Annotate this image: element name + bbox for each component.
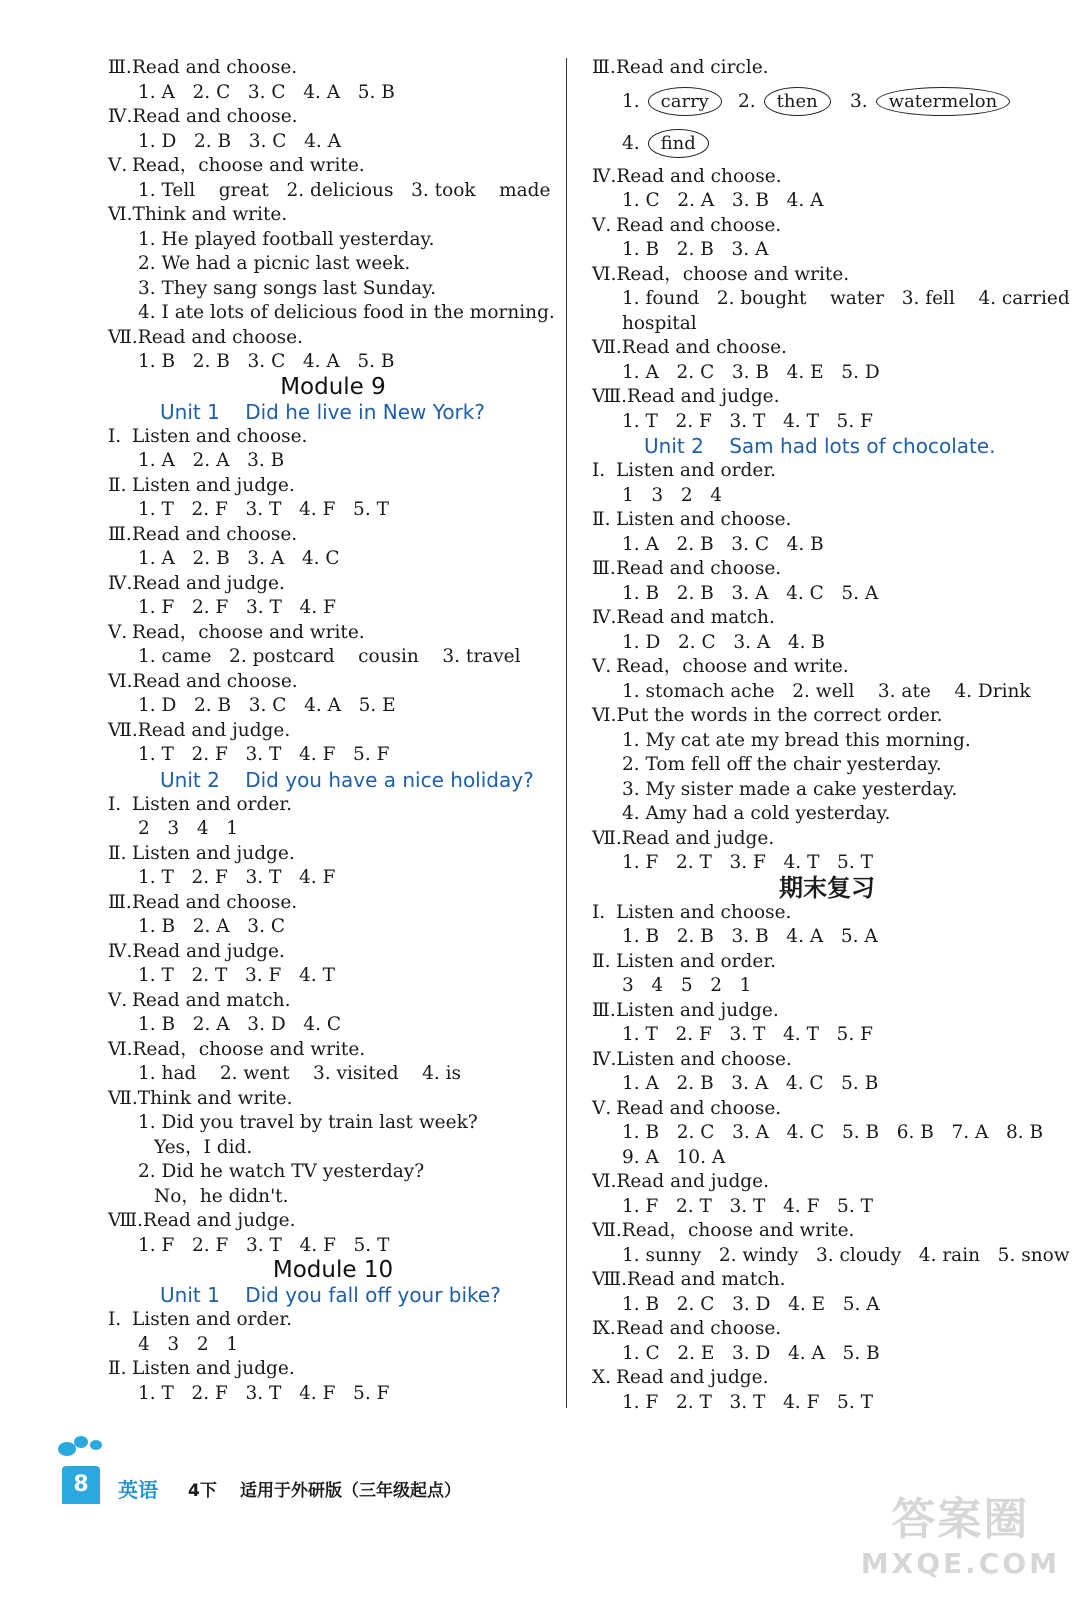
section-heading	[592, 827, 1062, 852]
section-instruction: Read and judge.	[132, 572, 285, 594]
circled-word: then	[764, 87, 831, 116]
answer-line: 4. I ate lots of delicious food in the morning.	[138, 302, 555, 323]
section-heading	[108, 572, 558, 597]
section-heading	[592, 704, 1062, 729]
section-instruction: Read，choose and write.	[132, 621, 365, 643]
section-numeral: Ⅳ.	[108, 106, 133, 127]
circled-answer	[850, 87, 1010, 116]
right-column	[592, 56, 1070, 1415]
answer-line: 1. A 2. B 3. A 4. C 5. B	[622, 1073, 879, 1094]
section-heading	[592, 214, 1062, 239]
section-heading	[592, 263, 1062, 288]
section-numeral: Ⅱ.	[108, 474, 127, 496]
circled-answer	[622, 129, 709, 158]
section-heading	[592, 655, 1062, 680]
section-instruction: Read and choose.	[132, 106, 298, 127]
section-heading	[592, 901, 1062, 926]
section-numeral: Ⅵ.	[108, 1038, 133, 1060]
section-heading	[108, 719, 558, 744]
answer-line: 1. came 2. postcard cousin 3. travel	[138, 646, 521, 667]
section-instruction: Listen and order.	[616, 460, 777, 481]
section-heading	[108, 1308, 558, 1333]
section-numeral: Ⅷ.	[108, 1210, 144, 1231]
circled-answer	[738, 87, 831, 116]
column-divider	[566, 58, 567, 1408]
circled-word: carry	[648, 87, 722, 116]
section-heading	[592, 1170, 1062, 1195]
answer-line: 2. Tom fell off the chair yesterday.	[622, 754, 942, 775]
section-instruction: Read and choose.	[616, 1097, 782, 1119]
answer-number: 2.	[738, 90, 756, 112]
section-instruction: Listen and choose.	[616, 509, 792, 530]
answer-line: 1. B 2. C 3. D 4. E 5. A	[622, 1293, 880, 1315]
unit-title: Unit 1 Did you fall off your bike?	[160, 1283, 501, 1307]
subject-label: 英语	[118, 1478, 158, 1502]
answer-line: 4. Amy had a cold yesterday.	[622, 803, 891, 824]
answer-line: 1. F 2. T 3. T 4. F 5. T	[622, 1391, 873, 1413]
answer-number: 3.	[850, 90, 868, 112]
section-instruction: Read and judge.	[137, 719, 291, 741]
section-heading	[108, 842, 558, 867]
section-instruction: Listen and order.	[132, 1309, 293, 1330]
section-numeral: Ⅷ.	[592, 386, 628, 407]
section-numeral: Ⅰ.	[108, 425, 122, 447]
section-instruction: Read and judge.	[627, 386, 780, 407]
section-heading	[592, 1097, 1062, 1122]
left-column	[108, 56, 558, 1406]
circled-word: watermelon	[876, 87, 1011, 116]
answer-line: 1. Tell great 2. delicious 3. took made	[138, 179, 551, 201]
answer-line: 1. F 2. T 3. F 4. T 5. T	[622, 852, 873, 873]
watermark-text: 答案圈	[891, 1494, 1030, 1545]
section-numeral: Ⅲ.	[592, 57, 616, 78]
section-heading	[592, 336, 1062, 361]
section-instruction: Read and choose.	[621, 337, 787, 358]
section-heading	[108, 1087, 558, 1112]
answer-line: 1. B 2. A 3. C	[138, 916, 285, 937]
section-heading	[592, 165, 1062, 190]
answer-line: 1. A 2. C 3. C 4. A 5. B	[138, 81, 395, 103]
section-instruction: Think and write.	[137, 1087, 293, 1109]
answer-line: 1. found 2. bought water 3. fell 4. carried	[622, 288, 1070, 309]
page-number: 8	[62, 1466, 100, 1504]
section-numeral: Ⅰ.	[108, 793, 122, 815]
watermark	[861, 1483, 1060, 1580]
section-numeral: Ⅴ.	[108, 155, 128, 176]
answer-line: 1. stomach ache 2. well 3. ate 4. Drink	[622, 680, 1031, 702]
section-heading	[108, 1357, 558, 1382]
answer-line: 1. T 2. T 3. F 4. T	[138, 965, 335, 986]
answer-line: 2. We had a picnic last week.	[138, 253, 411, 274]
section-heading	[108, 56, 558, 81]
edition-label: 适用于外研版（三年级起点）	[240, 1481, 461, 1501]
answer-number: 4.	[622, 132, 640, 154]
section-heading	[108, 989, 558, 1014]
section-instruction: Listen and order.	[616, 950, 777, 972]
answer-line: No，he didn't.	[154, 1185, 289, 1207]
section-heading	[108, 203, 558, 228]
section-instruction: Listen and choose.	[616, 901, 792, 923]
section-instruction: Read and match.	[616, 607, 775, 628]
section-heading	[592, 999, 1062, 1024]
section-instruction: Read and choose.	[132, 523, 298, 545]
answer-line: 1. D 2. C 3. A 4. B	[622, 631, 825, 653]
section-heading	[592, 1268, 1062, 1293]
section-numeral: Ⅱ.	[108, 842, 127, 864]
unit-title: Unit 2 Did you have a nice holiday?	[160, 767, 534, 792]
section-numeral: Ⅲ.	[108, 523, 132, 545]
section-numeral: Ⅴ.	[592, 1097, 612, 1119]
page-footer	[54, 1436, 554, 1506]
answer-line: 4 3 2 1	[138, 1333, 239, 1355]
section-heading	[108, 621, 558, 646]
answer-line: 1. F 2. F 3. T 4. F	[138, 597, 336, 618]
module-title: Module 9	[280, 373, 386, 400]
section-numeral: Ⅱ.	[108, 1358, 127, 1379]
section-numeral: Ⅴ.	[108, 621, 128, 643]
section-numeral: Ⅵ.	[108, 204, 133, 225]
section-numeral: Ⅲ.	[108, 57, 132, 78]
section-instruction: Think and write.	[132, 204, 288, 225]
section-heading	[592, 508, 1062, 533]
section-heading	[592, 56, 1062, 81]
section-heading	[108, 326, 558, 351]
section-instruction: Read and choose.	[132, 670, 298, 692]
section-heading	[592, 459, 1062, 484]
section-heading	[592, 1219, 1062, 1244]
answer-line: 1. A 2. B 3. A 4. C	[138, 548, 340, 569]
answer-line: 1 3 2 4	[622, 484, 723, 506]
answer-line: 1. B 2. B 3. B 4. A 5. A	[622, 926, 878, 947]
section-numeral: Ⅱ.	[592, 509, 611, 530]
answer-line: 1. C 2. A 3. B 4. A	[622, 190, 824, 211]
answer-line: 1. T 2. F 3. T 4. F 5. F	[138, 1382, 390, 1404]
section-numeral: Ⅲ.	[592, 999, 616, 1021]
section-heading	[108, 474, 558, 499]
section-heading	[592, 557, 1062, 582]
answer-line: Yes，I did.	[154, 1136, 253, 1158]
section-numeral: Ⅰ.	[592, 901, 606, 923]
section-instruction: Read and judge.	[616, 1367, 769, 1388]
answer-line: 1. A 2. A 3. B	[138, 450, 285, 471]
unit-title: Unit 2 Sam had lots of chocolate.	[644, 434, 996, 458]
section-instruction: Read and choose.	[616, 214, 782, 236]
answer-line: 1. T 2. F 3. T 4. F	[138, 867, 336, 888]
section-numeral: Ⅹ.	[592, 1367, 612, 1388]
answer-line: 1. Did you travel by train last week?	[138, 1112, 478, 1133]
section-heading	[108, 1209, 558, 1234]
section-numeral: Ⅳ.	[592, 165, 617, 187]
answer-line: 1. A 2. B 3. C 4. B	[622, 533, 824, 555]
section-numeral: Ⅶ.	[108, 719, 138, 741]
answer-line: 3 4 5 2 1	[622, 975, 752, 996]
section-instruction: Read and circle.	[616, 57, 769, 78]
section-heading	[108, 154, 558, 179]
section-heading	[592, 1317, 1062, 1342]
section-numeral: Ⅲ.	[108, 891, 132, 913]
answer-line: 1. T 2. F 3. T 4. F 5. F	[138, 744, 390, 765]
section-instruction: Read and judge.	[143, 1210, 296, 1231]
section-numeral: Ⅱ.	[592, 950, 611, 972]
answer-line: 3. They sang songs last Sunday.	[138, 277, 436, 299]
section-numeral: Ⅴ.	[108, 989, 128, 1011]
answer-line: 3. My sister made a cake yesterday.	[622, 778, 958, 800]
section-instruction: Read，choose and write.	[621, 1220, 855, 1241]
section-heading	[108, 940, 558, 965]
section-numeral: Ⅵ.	[592, 1171, 617, 1192]
section-instruction: Read and choose.	[616, 558, 782, 579]
leaf-icon	[90, 1440, 102, 1450]
section-heading	[592, 1366, 1062, 1391]
section-numeral: Ⅶ.	[108, 1087, 138, 1109]
section-numeral: Ⅷ.	[592, 1269, 628, 1290]
section-instruction: Read and match.	[132, 989, 291, 1011]
section-heading	[108, 1038, 558, 1063]
answer-line: 1. F 2. F 3. T 4. F 5. T	[138, 1234, 390, 1256]
section-instruction: Read and match.	[627, 1269, 786, 1290]
leaf-icon	[74, 1436, 88, 1448]
section-heading	[592, 1048, 1062, 1073]
answer-line: 2 3 4 1	[138, 818, 239, 839]
section-instruction: Read and judge.	[616, 1171, 769, 1192]
section-numeral: Ⅳ.	[592, 607, 617, 628]
section-instruction: Read and choose.	[132, 57, 298, 78]
section-numeral: Ⅶ.	[592, 1220, 622, 1241]
section-instruction: Read and choose.	[137, 326, 303, 348]
answer-line: 1. B 2. B 3. C 4. A 5. B	[138, 351, 395, 372]
grade-label: 4下	[188, 1481, 217, 1501]
section-numeral: Ⅰ.	[108, 1309, 122, 1330]
leaf-icon	[58, 1442, 76, 1456]
section-instruction: Read and judge.	[132, 940, 285, 962]
answer-line: 1. T 2. F 3. T 4. F 5. T	[138, 499, 389, 520]
section-heading	[108, 891, 558, 916]
section-numeral: Ⅰ.	[592, 460, 606, 481]
section-numeral: Ⅵ.	[592, 705, 617, 726]
section-numeral: Ⅳ.	[592, 1048, 617, 1070]
section-heading	[108, 670, 558, 695]
answer-line: 2. Did he watch TV yesterday?	[138, 1161, 425, 1182]
answer-line: 1. T 2. F 3. T 4. T 5. F	[622, 410, 873, 432]
section-instruction: Listen and choose.	[616, 1048, 792, 1070]
module-title: Module 10	[272, 1257, 394, 1283]
section-instruction: Put the words in the correct order.	[616, 705, 943, 726]
circled-word: find	[648, 129, 709, 158]
section-numeral: Ⅵ.	[108, 670, 133, 692]
section-instruction: Read and choose.	[132, 891, 298, 913]
answer-line: 1. B 2. C 3. A 4. C 5. B 6. B 7. A 8. B	[622, 1122, 1044, 1143]
unit-title: Unit 1 Did he live in New York?	[160, 399, 485, 424]
section-numeral: Ⅵ.	[592, 263, 617, 285]
answer-line: 9. A 10. A	[622, 1146, 726, 1168]
answer-line: 1. F 2. T 3. T 4. F 5. T	[622, 1195, 873, 1217]
section-heading	[108, 523, 558, 548]
section-numeral: Ⅶ.	[592, 827, 622, 849]
answer-line: 1. T 2. F 3. T 4. T 5. F	[622, 1024, 873, 1045]
section-instruction: Read，choose and write.	[616, 263, 850, 285]
section-heading	[108, 425, 558, 450]
section-instruction: Listen and judge.	[132, 842, 295, 864]
answer-line: 1. He played football yesterday.	[138, 228, 435, 250]
section-instruction: Listen and judge.	[132, 1358, 295, 1379]
section-instruction: Read，choose and write.	[616, 656, 849, 677]
section-heading	[592, 385, 1062, 410]
section-numeral: Ⅶ.	[592, 337, 622, 358]
circled-answers-row	[592, 123, 1062, 165]
answer-line: hospital	[622, 312, 697, 334]
section-numeral: Ⅸ.	[592, 1318, 616, 1339]
section-numeral: Ⅳ.	[108, 940, 133, 962]
section-instruction: Listen and choose.	[132, 425, 308, 447]
answer-line: 1. D 2. B 3. C 4. A	[138, 130, 341, 152]
section-numeral: Ⅴ.	[592, 656, 612, 677]
section-instruction: Read and choose.	[616, 165, 782, 187]
section-heading	[108, 105, 558, 130]
answer-number: 1.	[622, 90, 640, 112]
answer-line: 1. C 2. E 3. D 4. A 5. B	[622, 1342, 880, 1364]
circled-answer	[622, 87, 722, 116]
section-heading	[592, 606, 1062, 631]
review-title: 期末复习	[779, 873, 875, 902]
section-numeral: Ⅲ.	[592, 558, 616, 579]
section-instruction: Listen and judge.	[616, 999, 779, 1021]
answer-line: 1. A 2. C 3. B 4. E 5. D	[622, 361, 880, 383]
answer-line: 1. had 2. went 3. visited 4. is	[138, 1063, 462, 1084]
circled-answers-row	[592, 81, 1062, 123]
answer-line: 1. My cat ate my bread this morning.	[622, 729, 971, 751]
watermark-url: MXQE.COM	[860, 1547, 1060, 1580]
section-instruction: Read，choose and write.	[132, 1038, 366, 1060]
section-numeral: Ⅳ.	[108, 572, 133, 594]
section-heading	[592, 950, 1062, 975]
section-instruction: Listen and judge.	[132, 474, 295, 496]
answer-line: 1. B 2. A 3. D 4. C	[138, 1014, 341, 1035]
answer-line: 1. B 2. B 3. A	[622, 239, 769, 260]
section-instruction: Read and choose.	[616, 1318, 782, 1339]
section-instruction: Listen and order.	[132, 793, 293, 815]
section-heading	[108, 793, 558, 818]
answer-line: 1. B 2. B 3. A 4. C 5. A	[622, 582, 879, 604]
answer-line: 1. D 2. B 3. C 4. A 5. E	[138, 695, 396, 716]
answer-line: 1. sunny 2. windy 3. cloudy 4. rain 5. snow	[622, 1244, 1070, 1266]
section-instruction: Read，choose and write.	[132, 155, 365, 176]
section-numeral: Ⅶ.	[108, 326, 138, 348]
section-numeral: Ⅴ.	[592, 214, 612, 236]
section-instruction: Read and judge.	[621, 827, 775, 849]
